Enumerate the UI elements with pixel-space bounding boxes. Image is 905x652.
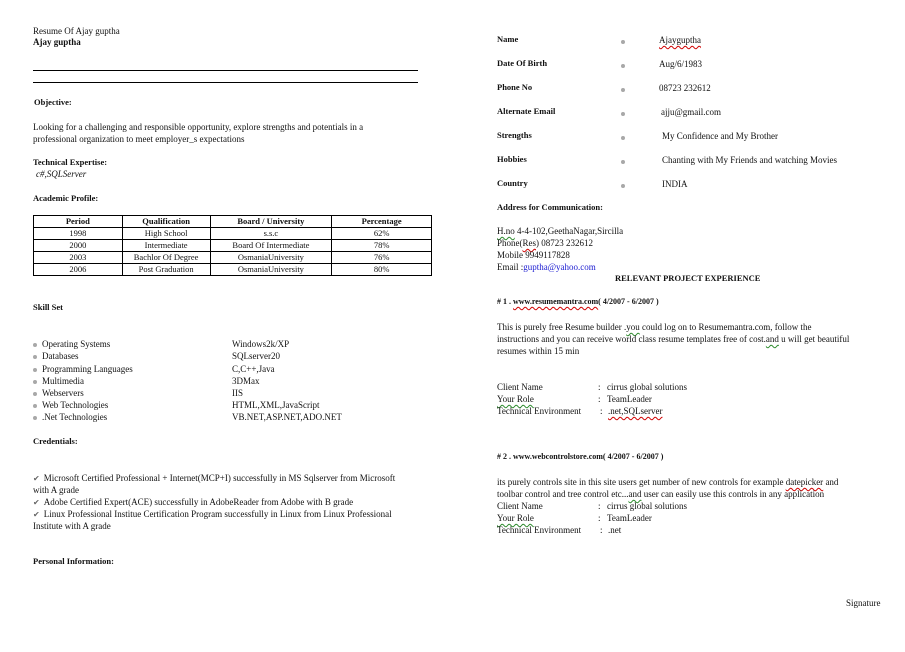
skill-value: 3DMax xyxy=(232,376,260,386)
project-description-line: This is purely free Resume builder .you could log on to Resumemantra.com, follow the xyxy=(497,322,812,332)
qualification-cell: Intermediate xyxy=(122,240,210,252)
skill-value: IIS xyxy=(232,388,243,398)
bullet-icon xyxy=(33,368,37,372)
colon-separator: : xyxy=(600,525,603,535)
column-header-qualification: Qualification xyxy=(122,216,210,228)
board-cell: OsmaniaUniversity xyxy=(210,264,332,276)
board-cell: s.s.c xyxy=(210,228,332,240)
bullet-icon xyxy=(33,404,37,408)
environment-label: Technical Environment xyxy=(497,525,582,535)
table-row xyxy=(34,228,432,240)
client-name-value: cirrus global solutions xyxy=(607,382,687,392)
bullet-icon xyxy=(33,392,37,396)
qualification-cell: Bachlor Of Degree xyxy=(122,252,210,264)
credential-item: ✔ Microsoft Certified Professional + Internet(MCP+I) successfully in MS Sqlserver from Microsoft xyxy=(33,473,396,483)
bullet-icon xyxy=(621,184,625,188)
field-label-strengths: Strengths xyxy=(497,130,532,140)
table-header-row xyxy=(34,216,432,228)
skill-item xyxy=(33,375,84,387)
percentage-cell: 62% xyxy=(332,228,432,240)
project-description-line: instructions and you can receive world class resume templates free of cost.and u will get beautiful xyxy=(497,334,850,344)
technical-expertise-heading: Technical Expertise: xyxy=(33,157,108,167)
field-value-dob: Aug/6/1983 xyxy=(659,59,703,69)
field-label-phone: Phone No xyxy=(497,82,533,92)
skill-set-heading: Skill Set xyxy=(33,302,63,312)
project-title: # 1 . www.resumemantra.com( 4/2007 - 6/2007 ) xyxy=(497,297,659,306)
role-value: TeamLeader xyxy=(607,394,652,404)
table-row xyxy=(34,252,432,264)
credential-item: ✔ Adobe Certified Expert(ACE) successfully in AdobeReader from Adobe with B grade xyxy=(33,497,354,507)
colon-separator: : xyxy=(600,406,603,416)
bullet-icon xyxy=(621,136,625,140)
bullet-icon xyxy=(621,160,625,164)
environment-label: Technical Environment xyxy=(497,406,582,416)
period-cell: 1998 xyxy=(34,228,123,240)
qualification-cell: Post Graduation xyxy=(122,264,210,276)
skill-label: Webservers xyxy=(42,388,84,398)
credential-item: ✔ Linux Professional Institue Certification Program successfully in Linux from Linux Professional xyxy=(33,509,392,519)
skill-item xyxy=(33,411,107,423)
field-value-name: Ajayguptha xyxy=(659,35,701,45)
field-value-hobbies: Chanting with My Friends and watching Movies xyxy=(662,155,837,165)
environment-value: .net,SQLserver xyxy=(608,406,663,416)
document-title: Resume Of Ajay guptha xyxy=(33,26,120,36)
project-description-line: resumes within 15 min xyxy=(497,346,580,356)
colon-separator: : xyxy=(598,513,601,523)
project-description-line: its purely controls site in this site users get number of new controls for example datepicker and xyxy=(497,477,839,487)
field-label-name: Name xyxy=(497,34,519,44)
skill-item xyxy=(33,387,84,399)
skill-value: VB.NET,ASP.NET,ADO.NET xyxy=(232,412,342,422)
client-name-label: Client Name xyxy=(497,501,543,511)
project-link[interactable]: www.webcontrolstore.com xyxy=(513,452,603,461)
address-heading: Address for Communication: xyxy=(497,202,603,212)
bullet-icon xyxy=(621,112,625,116)
field-value-alternate-email: ajju@gmail.com xyxy=(661,107,722,117)
field-label-hobbies: Hobbies xyxy=(497,154,527,164)
skill-label: Web Technologies xyxy=(42,400,109,410)
column-header-percentage: Percentage xyxy=(332,216,432,228)
divider-line xyxy=(33,82,418,83)
objective-heading: Objective: xyxy=(34,97,72,107)
percentage-cell: 80% xyxy=(332,264,432,276)
field-value-country: INDIA xyxy=(662,179,688,189)
project-experience-heading: RELEVANT PROJECT EXPERIENCE xyxy=(615,273,761,283)
role-label: Your Role xyxy=(497,513,534,523)
address-email: Email :guptha@yahoo.com xyxy=(497,262,596,272)
bullet-icon xyxy=(621,40,625,44)
qualification-cell: High School xyxy=(122,228,210,240)
bullet-icon xyxy=(33,380,37,384)
personal-information-heading: Personal Information: xyxy=(33,556,114,566)
project-title: # 2 . www.webcontrolstore.com( 4/2007 - 6/2007 ) xyxy=(497,452,664,461)
period-cell: 2003 xyxy=(34,252,123,264)
checkmark-icon: ✔ xyxy=(33,498,40,507)
academic-profile-heading: Academic Profile: xyxy=(33,193,99,203)
skill-value: SQLserver20 xyxy=(232,351,280,361)
checkmark-icon: ✔ xyxy=(33,510,40,519)
checkmark-icon: ✔ xyxy=(33,474,40,483)
client-name-label: Client Name xyxy=(497,382,543,392)
field-value-phone: 08723 232612 xyxy=(659,83,711,93)
bullet-icon xyxy=(33,416,37,420)
address-line: H.no 4-4-102,GeethaNagar,Sircilla xyxy=(497,226,624,236)
column-header-period: Period xyxy=(34,216,123,228)
objective-text-line1: Looking for a challenging and responsible opportunity, explore strengths and potentials in a xyxy=(33,122,364,132)
project-link[interactable]: www.resumemantra.com xyxy=(513,297,599,306)
skill-item xyxy=(33,350,78,362)
credential-item-continued: Institute with A grade xyxy=(33,521,111,531)
credentials-heading: Credentials: xyxy=(33,436,78,446)
percentage-cell: 76% xyxy=(332,252,432,264)
skill-item xyxy=(33,363,133,375)
environment-value: .net xyxy=(608,525,622,535)
divider-line xyxy=(33,70,418,71)
bullet-icon xyxy=(621,64,625,68)
field-label-dob: Date Of Birth xyxy=(497,58,548,68)
period-cell: 2000 xyxy=(34,240,123,252)
candidate-name: Ajay guptha xyxy=(33,37,81,47)
skill-label: Databases xyxy=(42,351,79,361)
skill-value: C,C++,Java xyxy=(232,364,275,374)
board-cell: OsmaniaUniversity xyxy=(210,252,332,264)
table-row xyxy=(34,264,432,276)
field-value-strengths: My Confidence and My Brother xyxy=(662,131,778,141)
field-label-country: Country xyxy=(497,178,528,188)
skill-item xyxy=(33,338,110,350)
skill-label: Operating Systems xyxy=(42,339,111,349)
skill-value: HTML,XML,JavaScript xyxy=(232,400,320,410)
client-name-value: cirrus global solutions xyxy=(607,501,687,511)
bullet-icon xyxy=(33,343,37,347)
colon-separator: : xyxy=(598,501,601,511)
technical-expertise-value: c#,SQLServer xyxy=(36,169,87,179)
address-mobile: Mobile 9949117828 xyxy=(497,250,570,260)
board-cell: Board Of Intermediate xyxy=(210,240,332,252)
credential-item-continued: with A grade xyxy=(33,485,79,495)
role-value: TeamLeader xyxy=(607,513,652,523)
column-header-board: Board / University xyxy=(210,216,332,228)
percentage-cell: 78% xyxy=(332,240,432,252)
field-label-alternate-email: Alternate Email xyxy=(497,106,556,116)
email-link[interactable]: guptha@yahoo.com xyxy=(523,262,596,272)
skill-label: Programming Languages xyxy=(42,364,133,374)
period-cell: 2006 xyxy=(34,264,123,276)
academic-table xyxy=(33,215,432,276)
skill-value: Windows2k/XP xyxy=(232,339,290,349)
bullet-icon xyxy=(621,88,625,92)
skill-item xyxy=(33,399,108,411)
skill-label: Multimedia xyxy=(42,376,84,386)
bullet-icon xyxy=(33,355,37,359)
colon-separator: : xyxy=(598,382,601,392)
project-description-line: toolbar control and tree control etc...and user can easily use this controls in any application xyxy=(497,489,825,499)
role-label: Your Role xyxy=(497,394,534,404)
objective-text-line2: professional organization to meet employer_s expectations xyxy=(33,134,245,144)
colon-separator: : xyxy=(598,394,601,404)
address-phone: Phone(Res) 08723 232612 xyxy=(497,238,593,248)
skill-label: .Net Technologies xyxy=(42,412,108,422)
table-row xyxy=(34,240,432,252)
signature-label: Signature xyxy=(846,598,881,608)
